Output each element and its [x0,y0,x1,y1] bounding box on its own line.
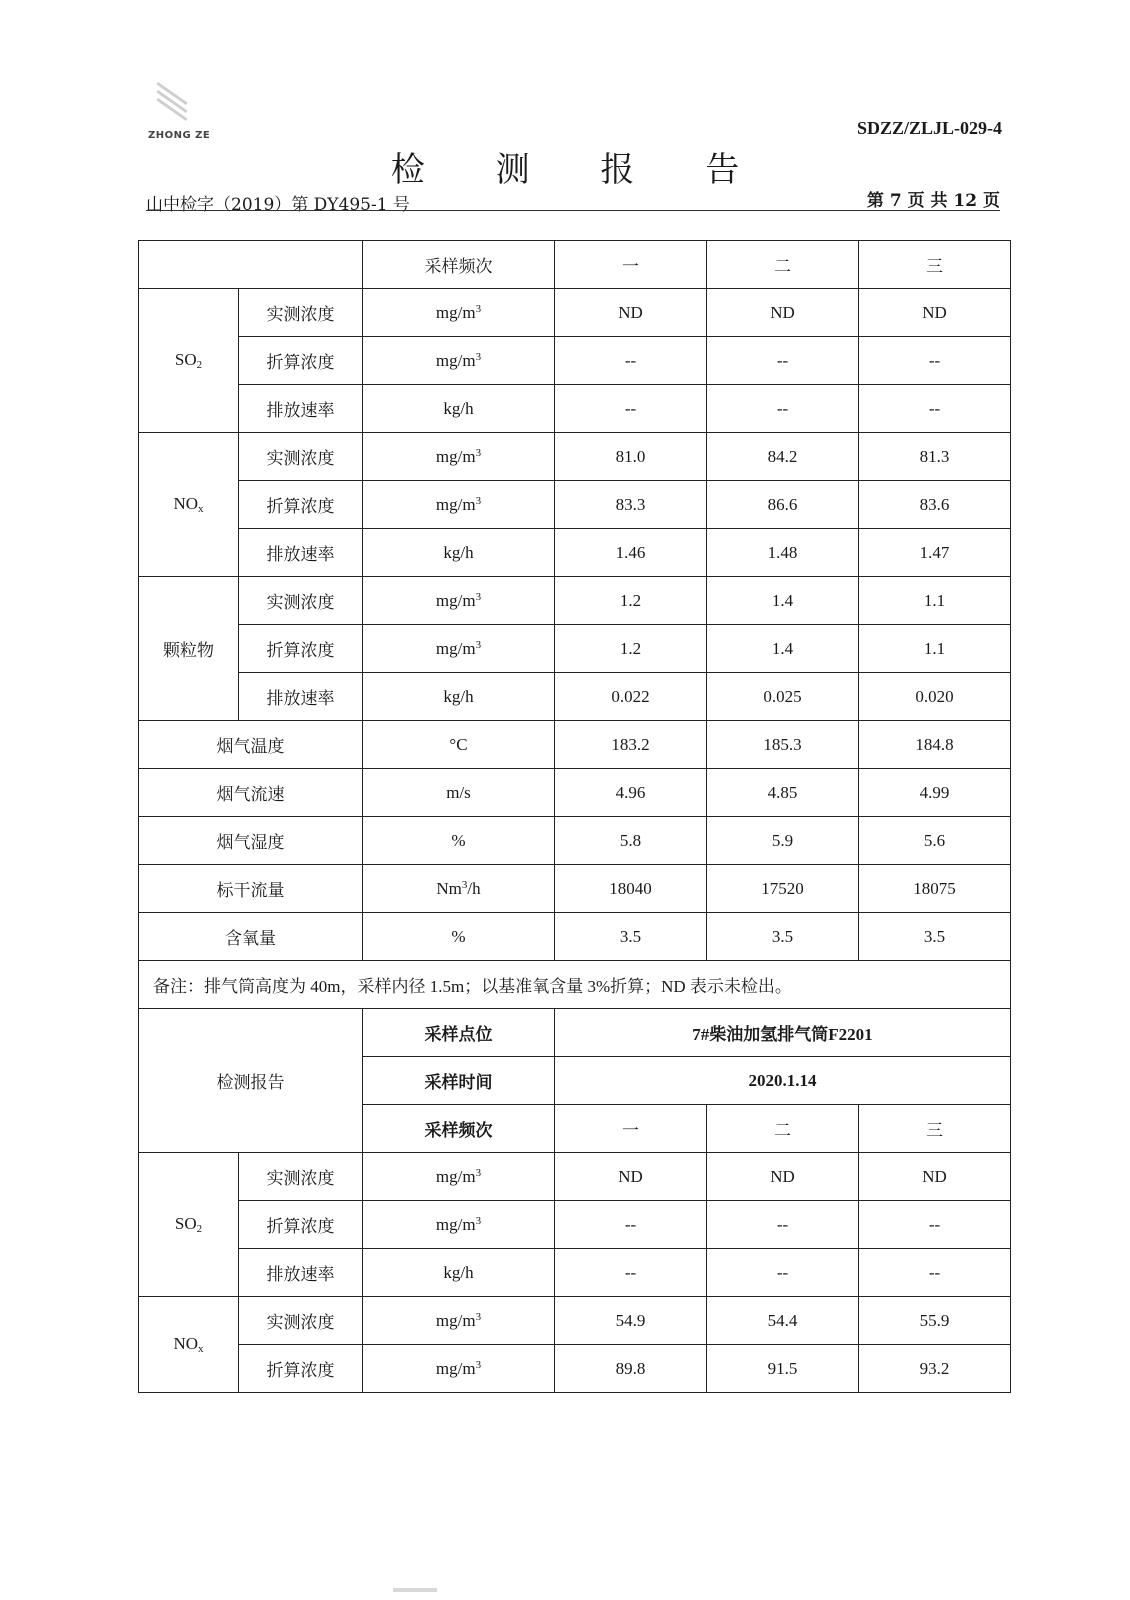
table-row [139,913,1011,961]
value-cell: 86.6 [707,481,859,529]
value-cell: -- [555,337,707,385]
point-value: 7#柴油加氢排气筒F2201 [555,1009,1011,1057]
param-cell: 标干流量 [139,865,363,913]
value-cell: 185.3 [707,721,859,769]
remark: 备注：排气筒高度为 40m，采样内径 1.5m；以基准氧含量 3%折算；ND 表示未检出。 [139,961,1011,1009]
unit-cell [363,1297,555,1345]
page-info: 第 7 页 共 12 页 [866,191,1000,211]
param-cell: 折算浓度 [239,1201,363,1249]
param-cell: 烟气流速 [139,769,363,817]
param-cell: 含氧量 [139,913,363,961]
table-row [139,1249,1011,1297]
table-row [139,529,1011,577]
document-code: SDZZ/ZLJL-029-4 [856,118,1002,138]
pollutant-name [139,577,239,721]
value-cell: 83.3 [555,481,707,529]
pollutant-label: NO [173,1334,199,1353]
value-cell: -- [859,385,1011,433]
value-cell: 1.46 [555,529,707,577]
param-cell: 烟气温度 [139,721,363,769]
value-cell: ND [859,1153,1011,1201]
freq-label: 采样频次 [363,241,555,289]
value-cell: 81.0 [555,433,707,481]
point-label: 采样点位 [363,1009,555,1057]
value-cell: 1.2 [555,577,707,625]
table-row [139,241,1011,289]
table-row [139,289,1011,337]
unit-text: °C [449,734,468,754]
value-cell: 18075 [859,865,1011,913]
unit-cell [363,1249,555,1297]
unit-text: mg/m [435,494,476,514]
unit-text: mg/m [435,1166,476,1186]
section-label: 检测报告 [139,1009,363,1153]
value-cell: -- [859,337,1011,385]
freq-header: 二 [707,1105,859,1153]
pollutant-name [139,1153,239,1297]
param-cell: 折算浓度 [239,625,363,673]
pollutant-subscript: x [198,503,204,515]
value-cell: -- [707,1249,859,1297]
unit-superscript: 3 [475,302,482,315]
unit-text: mg/m [435,446,476,466]
param-cell: 排放速率 [239,1249,363,1297]
unit-superscript: 3 [475,1358,482,1371]
unit-text: % [451,926,466,946]
table-row [139,673,1011,721]
unit-cell [363,625,555,673]
pollutant-subscript: x [198,1343,204,1355]
param-cell: 折算浓度 [239,337,363,385]
value-cell: 83.6 [859,481,1011,529]
value-cell: 4.96 [555,769,707,817]
param-cell: 折算浓度 [239,1345,363,1393]
value-cell: -- [859,1201,1011,1249]
value-cell: 1.47 [859,529,1011,577]
unit-superscript: 3 [475,638,482,651]
value-cell: 4.85 [707,769,859,817]
freq-header: 一 [555,241,707,289]
unit-text: mg/m [435,1358,476,1378]
unit-superscript: 3 [475,590,482,603]
unit-superscript: 3 [475,350,482,363]
unit-cell [363,865,555,913]
value-cell: ND [555,1153,707,1201]
scan-mark [393,1588,437,1592]
unit-cell [363,577,555,625]
pollutant-subscript: 2 [196,359,203,371]
value-cell: 89.8 [555,1345,707,1393]
value-cell: -- [859,1249,1011,1297]
pollutant-label: NO [173,494,199,513]
unit-cell [363,817,555,865]
value-cell: 0.020 [859,673,1011,721]
value-cell: -- [707,337,859,385]
unit-cell [363,769,555,817]
value-cell: 4.99 [859,769,1011,817]
table-row [139,385,1011,433]
value-cell: 0.025 [707,673,859,721]
freq-label: 采样频次 [363,1105,555,1153]
table-row [139,1153,1011,1201]
pollutant-label: SO [174,1214,197,1233]
value-cell: -- [555,385,707,433]
unit-tail: /h [467,878,481,898]
freq-header: 三 [859,1105,1011,1153]
pollutant-label: 颗粒物 [163,641,214,660]
value-cell: 0.022 [555,673,707,721]
value-cell: 1.1 [859,625,1011,673]
unit-text: mg/m [435,302,476,322]
unit-superscript: 3 [475,1214,482,1227]
value-cell: 54.9 [555,1297,707,1345]
param-cell: 排放速率 [239,385,363,433]
freq-header: 一 [555,1105,707,1153]
value-cell: 184.8 [859,721,1011,769]
unit-cell [363,385,555,433]
table-row [139,721,1011,769]
table-row [139,337,1011,385]
unit-text: m/s [446,782,471,802]
unit-cell [363,1345,555,1393]
unit-text: kg/h [443,542,474,562]
time-value: 2020.1.14 [555,1057,1011,1105]
unit-cell [363,481,555,529]
value-cell: ND [707,1153,859,1201]
param-cell: 实测浓度 [239,577,363,625]
table-row [139,433,1011,481]
value-cell: 17520 [707,865,859,913]
table-row [139,817,1011,865]
unit-text: mg/m [435,638,476,658]
pollutant-label: SO [174,350,197,369]
value-cell: 5.6 [859,817,1011,865]
header-rule [146,210,1000,211]
unit-text: % [451,830,466,850]
value-cell: 5.9 [707,817,859,865]
value-cell: 1.1 [859,577,1011,625]
value-cell: -- [707,1201,859,1249]
table-row [139,481,1011,529]
value-cell: ND [707,289,859,337]
unit-text: kg/h [443,398,474,418]
unit-text: kg/h [443,686,474,706]
value-cell: -- [555,1249,707,1297]
unit-text: mg/m [435,1310,476,1330]
value-cell: 55.9 [859,1297,1011,1345]
pollutant-name [139,433,239,577]
unit-cell [363,529,555,577]
unit-superscript: 3 [475,494,482,507]
company-logo [148,86,218,146]
unit-cell [363,721,555,769]
freq-header: 三 [859,241,1011,289]
param-cell: 实测浓度 [239,1297,363,1345]
param-cell: 排放速率 [239,529,363,577]
value-cell: 93.2 [859,1345,1011,1393]
value-cell: 84.2 [707,433,859,481]
table-row [139,1201,1011,1249]
value-cell: -- [707,385,859,433]
unit-superscript: 3 [475,1310,482,1323]
unit-cell [363,337,555,385]
unit-text: mg/m [435,1214,476,1234]
value-cell: 91.5 [707,1345,859,1393]
table-row [139,769,1011,817]
unit-superscript: 3 [475,446,482,459]
table-row [139,865,1011,913]
logo-mark-icon [154,86,194,126]
unit-cell [363,913,555,961]
unit-superscript: 3 [461,878,468,891]
value-cell: 1.4 [707,625,859,673]
value-cell: 1.2 [555,625,707,673]
value-cell: ND [555,289,707,337]
report-number: 山中检字（2019）第 DY495-1 号 [146,195,410,215]
value-cell: 3.5 [859,913,1011,961]
value-cell: 3.5 [707,913,859,961]
param-cell: 烟气湿度 [139,817,363,865]
param-cell: 折算浓度 [239,481,363,529]
unit-superscript: 3 [475,1166,482,1179]
unit-cell [363,289,555,337]
value-cell: 54.4 [707,1297,859,1345]
unit-cell [363,673,555,721]
unit-cell [363,1201,555,1249]
freq-header: 二 [707,241,859,289]
document-title: 检 测 报 告 [390,150,770,190]
logo-text: ZHONG ZE [148,130,211,141]
value-cell: 1.48 [707,529,859,577]
param-cell: 实测浓度 [239,1153,363,1201]
value-cell: -- [555,1201,707,1249]
unit-text: kg/h [443,1262,474,1282]
param-cell: 实测浓度 [239,289,363,337]
value-cell: ND [859,289,1011,337]
value-cell: 18040 [555,865,707,913]
unit-text: mg/m [435,350,476,370]
value-cell: 81.3 [859,433,1011,481]
pollutant-subscript: 2 [196,1223,203,1235]
unit-cell [363,1153,555,1201]
table-row [139,577,1011,625]
table-row [139,961,1011,1009]
table-row [139,1297,1011,1345]
value-cell: 183.2 [555,721,707,769]
table-row [139,625,1011,673]
pollutant-name [139,289,239,433]
value-cell: 5.8 [555,817,707,865]
table-row [139,1345,1011,1393]
blank-header-cell [139,241,363,289]
time-label: 采样时间 [363,1057,555,1105]
unit-text: Nm [436,878,462,898]
report-table [138,240,1011,1393]
value-cell: 3.5 [555,913,707,961]
unit-text: mg/m [435,590,476,610]
unit-cell [363,433,555,481]
param-cell: 实测浓度 [239,433,363,481]
pollutant-name [139,1297,239,1393]
table-row [139,1009,1011,1057]
value-cell: 1.4 [707,577,859,625]
param-cell: 排放速率 [239,673,363,721]
